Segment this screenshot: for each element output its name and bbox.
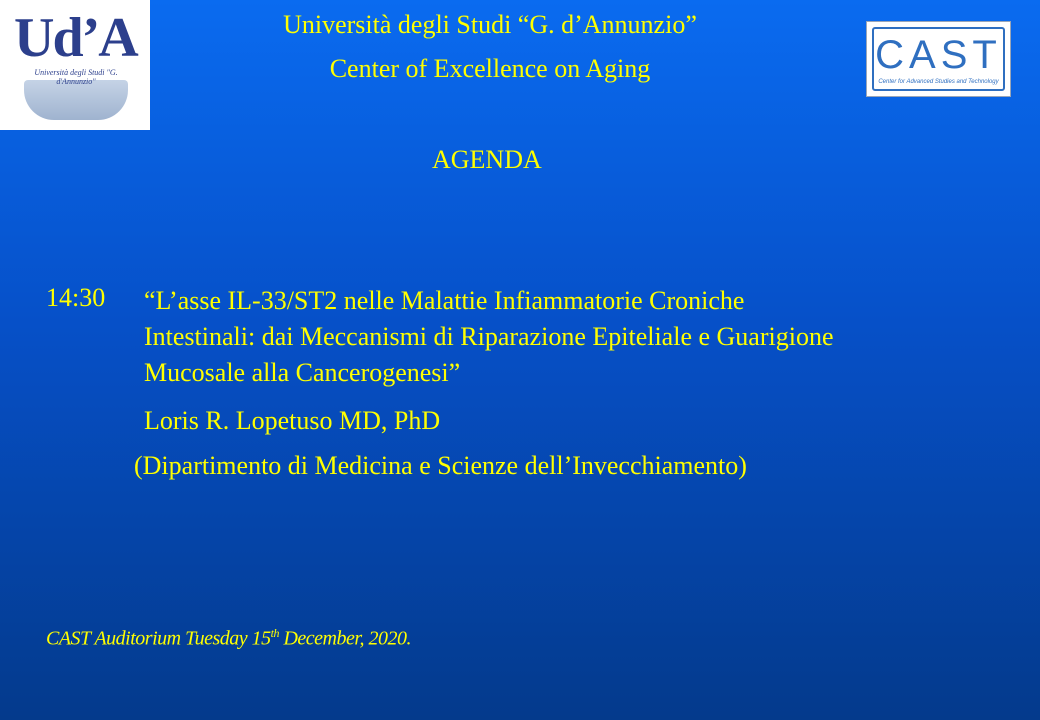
cast-logo [866,21,1011,97]
session-title-line: Intestinali: dai Meccanismi di Riparazione Epiteliale e Guarigione [144,322,834,351]
uda-logo-base [24,80,128,120]
uda-logo [0,0,150,130]
footer-ordinal: th [270,626,279,640]
university-title: Università degli Studi “G. d’Annunzio” [283,10,697,39]
session-title [144,283,1024,391]
cast-logo-frame [872,27,1005,91]
cast-logo-subtitle: Center for Advanced Studies and Technology [878,79,999,85]
session-title-line: “L’asse IL-33/ST2 nelle Malattie Infiammatorie Croniche [144,286,745,315]
footer-text-end: December, 2020. [278,627,411,650]
speaker-department: (Dipartimento di Medicina e Scienze dell’Invecchiamento) [134,451,747,480]
session-title-line: Mucosale alla Cancerogenesi” [144,358,461,387]
event-location-date [46,626,411,651]
speaker-name: Loris R. Lopetuso MD, PhD [144,406,441,435]
cast-logo-mark: CAST [875,33,1002,77]
uda-logo-mark: Ud’A [14,7,137,69]
uda-logo-subtitle: Università degli Studi "G. d'Annunzio" [34,68,118,86]
footer-text: CAST Auditorium Tuesday 15 [46,627,271,650]
center-title: Center of Excellence on Aging [329,54,651,83]
session-time: 14:30 [46,283,106,312]
agenda-heading: AGENDA [432,145,542,174]
